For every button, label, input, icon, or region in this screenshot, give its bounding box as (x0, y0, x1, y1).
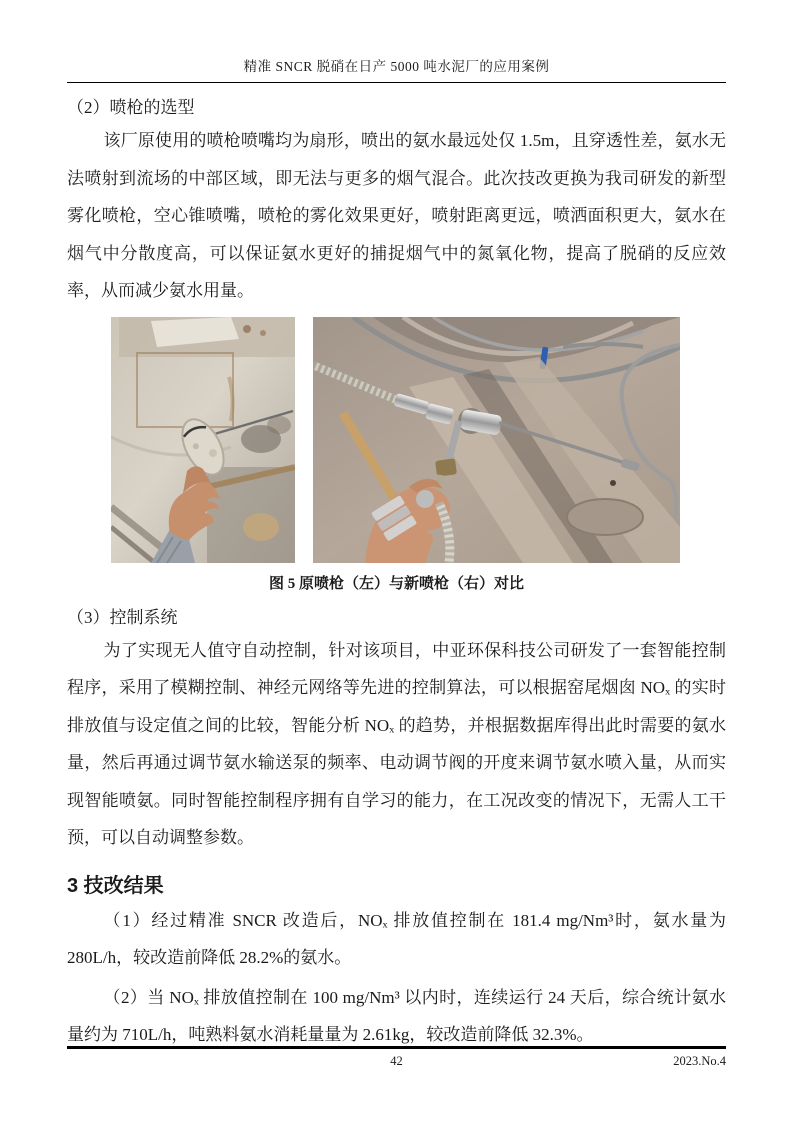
subsection-heading-control: （3）控制系统 (67, 607, 178, 627)
figure5-caption: 图 5 原喷枪（左）与新喷枪（右）对比 (268, 575, 524, 592)
footer-rule (67, 1046, 726, 1049)
paragraph-injector-selection: 该厂原使用的喷枪喷嘴均为扇形，喷出的氨水最远处仅 1.5m，且穿透性差，氨水无法喷射到流场的中部区域，即无法与更多的烟气混合。此次技改更换为我司研发的新型雾化喷枪，空心锥喷嘴，喷枪的雾化效果更好，喷射距离更远，喷洒面积更大，氨水在烟气中分散度高，可以保证氨水更好的捕捉烟气中的氮氧化物，提高了脱硝的反应效率，从而减少氨水用量。 (67, 131, 726, 300)
page-footer (67, 1046, 726, 1072)
page-number: 42 (390, 1054, 403, 1068)
running-title: 精准 SNCR 脱硝在日产 5000 吨水泥厂的应用案例 (243, 59, 550, 74)
issue-label: 2023.No.4 (673, 1054, 726, 1068)
figure5-left-photo (111, 317, 295, 563)
figure5-right-photo (313, 317, 680, 563)
figure5 (111, 317, 726, 563)
section-heading-results: 3 技改结果 (67, 874, 164, 897)
subsection-heading-injector: （2）喷枪的选型 (67, 98, 195, 117)
paragraph-result-2: （2）当 NOₓ 排放值控制在 100 mg/Nm³ 以内时，连续运行 24 天后，综合统计氨水量约为 710L/h，吨熟料氨水消耗量量为 2.61kg，较改造前降低 32.3%。 (67, 987, 726, 1044)
page-header (67, 55, 726, 83)
paragraph-control-system: 为了实现无人值守自动控制，针对该项目，中亚环保科技公司研发了一套智能控制程序，采用了模糊控制、神经元网络等先进的控制算法，可以根据窑尾烟囱 NOₓ 的实时排放值与设定值之间的比较，智能分析 NOₓ 的趋势，并根据数据库得出此时需要的氨水量，然后再通过调节氨水输送泵的频率、电动调节阀的开度来调节氨水喷入量，从而实现智能喷氨。同时智能控制程序拥有自学习的能力，在工况改变的情况下，无需人工干预，可以自动调整参数。 (67, 640, 726, 847)
paragraph-result-1: （1）经过精准 SNCR 改造后，NOₓ 排放值控制在 181.4 mg/Nm³时，氨水量为 280L/h，较改造前降低 28.2%的氨水。 (67, 910, 726, 967)
